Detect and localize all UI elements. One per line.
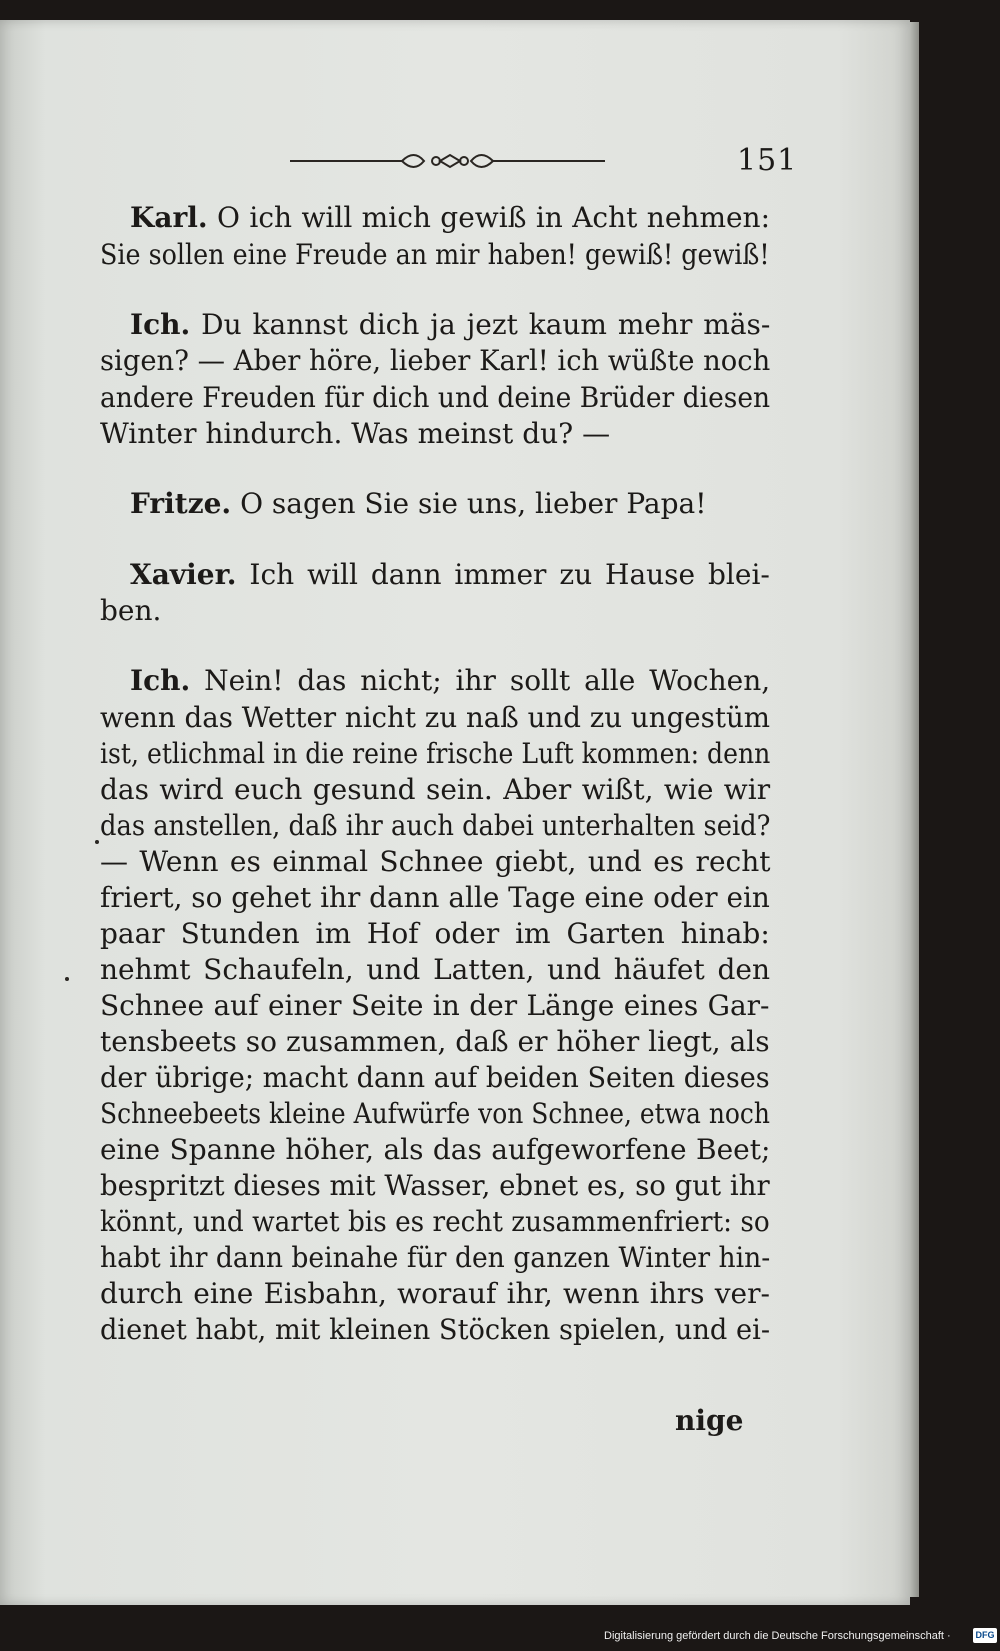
speaker-name: Karl. <box>130 201 208 234</box>
line-text: ben. <box>100 594 162 627</box>
text-line <box>100 1060 770 1096</box>
text-line <box>100 1312 770 1348</box>
line-text: eine Spanne höher, als das aufgeworfene Beet; <box>100 1133 771 1166</box>
catchword: nige <box>675 1404 744 1437</box>
ink-mark <box>65 977 69 981</box>
text-line <box>130 200 770 236</box>
dfg-logo-icon: DFG <box>973 1628 997 1643</box>
text-line <box>100 237 770 273</box>
line-text: könnt, und wartet bis es recht zusammenfriert: so <box>100 1205 770 1238</box>
line-text: Du kannst dich ja jezt kaum mehr mäs- <box>190 308 771 341</box>
text-line <box>100 916 770 952</box>
line-text: habt ihr dann beinahe für den ganzen Winter hin- <box>100 1241 771 1274</box>
line-text: das anstellen, daß ihr auch dabei unterhalten seid? <box>100 809 771 842</box>
text-line <box>100 736 770 772</box>
line-text: tensbeets so zusammen, daß er höher liegt, als <box>100 1025 770 1058</box>
text-line <box>130 557 770 593</box>
text-line <box>100 772 770 808</box>
line-text: der übrige; macht dann auf beiden Seiten dieses <box>100 1061 770 1094</box>
line-text: Nein! das nicht; ihr sollt alle Wochen, <box>190 664 771 697</box>
line-text: friert, so gehet ihr dann alle Tage eine oder ein <box>100 881 770 914</box>
text-line <box>130 663 770 699</box>
line-text: dienet habt, mit kleinen Stöcken spielen, und ei- <box>100 1313 771 1346</box>
line-text: Winter hindurch. Was meinst du? — <box>100 417 611 450</box>
line-text: O ich will mich gewiß in Acht nehmen: <box>207 201 771 234</box>
speaker-name: Fritze. <box>130 487 232 520</box>
text-line <box>100 952 770 988</box>
page-number: 151 <box>737 143 798 178</box>
text-line <box>100 593 161 629</box>
ornament-divider <box>290 145 605 175</box>
line-text: nehmt Schaufeln, und Latten, und häufet den <box>100 953 771 986</box>
line-text: paar Stunden im Hof oder im Garten hinab: <box>100 917 770 950</box>
text-line <box>100 416 610 452</box>
text-line <box>100 380 770 416</box>
text-line <box>100 1096 770 1132</box>
text-line <box>100 844 770 880</box>
text-line <box>130 307 770 343</box>
line-text: Sie sollen eine Freude an mir haben! gewiß! gewiß! <box>100 238 770 271</box>
text-line <box>100 880 770 916</box>
text-line <box>100 1240 770 1276</box>
ink-mark <box>95 840 99 844</box>
text-line <box>100 1276 770 1312</box>
text-line <box>100 343 770 379</box>
line-text: Ich will dann immer zu Hause blei- <box>236 558 770 591</box>
line-text: O sagen Sie sie uns, lieber Papa! <box>231 487 707 520</box>
text-line <box>100 1024 770 1060</box>
digitization-credit: Digitalisierung gefördert durch die Deutsche Forschungsgemeinschaft · <box>604 1630 951 1642</box>
line-text: andere Freuden für dich und deine Brüder diesen <box>100 381 771 414</box>
line-text: Schnee auf einer Seite in der Länge eines Gar- <box>100 989 770 1022</box>
text-line <box>100 808 770 844</box>
speaker-name: Xavier. <box>130 558 237 591</box>
line-text: durch eine Eisbahn, worauf ihr, wenn ihrs ver- <box>100 1277 770 1310</box>
line-text: ist, etlichmal in die reine frische Luft kommen: denn <box>100 737 771 770</box>
line-text: wenn das Wetter nicht zu naß und zu ungestüm <box>100 701 771 734</box>
text-line <box>100 1168 770 1204</box>
text-line <box>100 988 770 1024</box>
speaker-name: Ich. <box>130 664 191 697</box>
text-line <box>100 1204 770 1240</box>
text-line <box>130 486 706 522</box>
speaker-name: Ich. <box>130 308 191 341</box>
line-text: Schneebeets kleine Aufwürfe von Schnee, etwa noch <box>100 1097 770 1130</box>
line-text: sigen? — Aber höre, lieber Karl! ich wüßte noch <box>100 344 771 377</box>
text-line <box>100 1132 770 1168</box>
line-text: das wird euch gesund sein. Aber wißt, wie wir <box>100 773 771 806</box>
book-page <box>0 20 910 1605</box>
text-line <box>100 700 770 736</box>
line-text: — Wenn es einmal Schnee giebt, und es recht <box>100 845 771 878</box>
page-edge <box>910 22 919 1597</box>
line-text: bespritzt dieses mit Wasser, ebnet es, so gut ihr <box>100 1169 770 1202</box>
